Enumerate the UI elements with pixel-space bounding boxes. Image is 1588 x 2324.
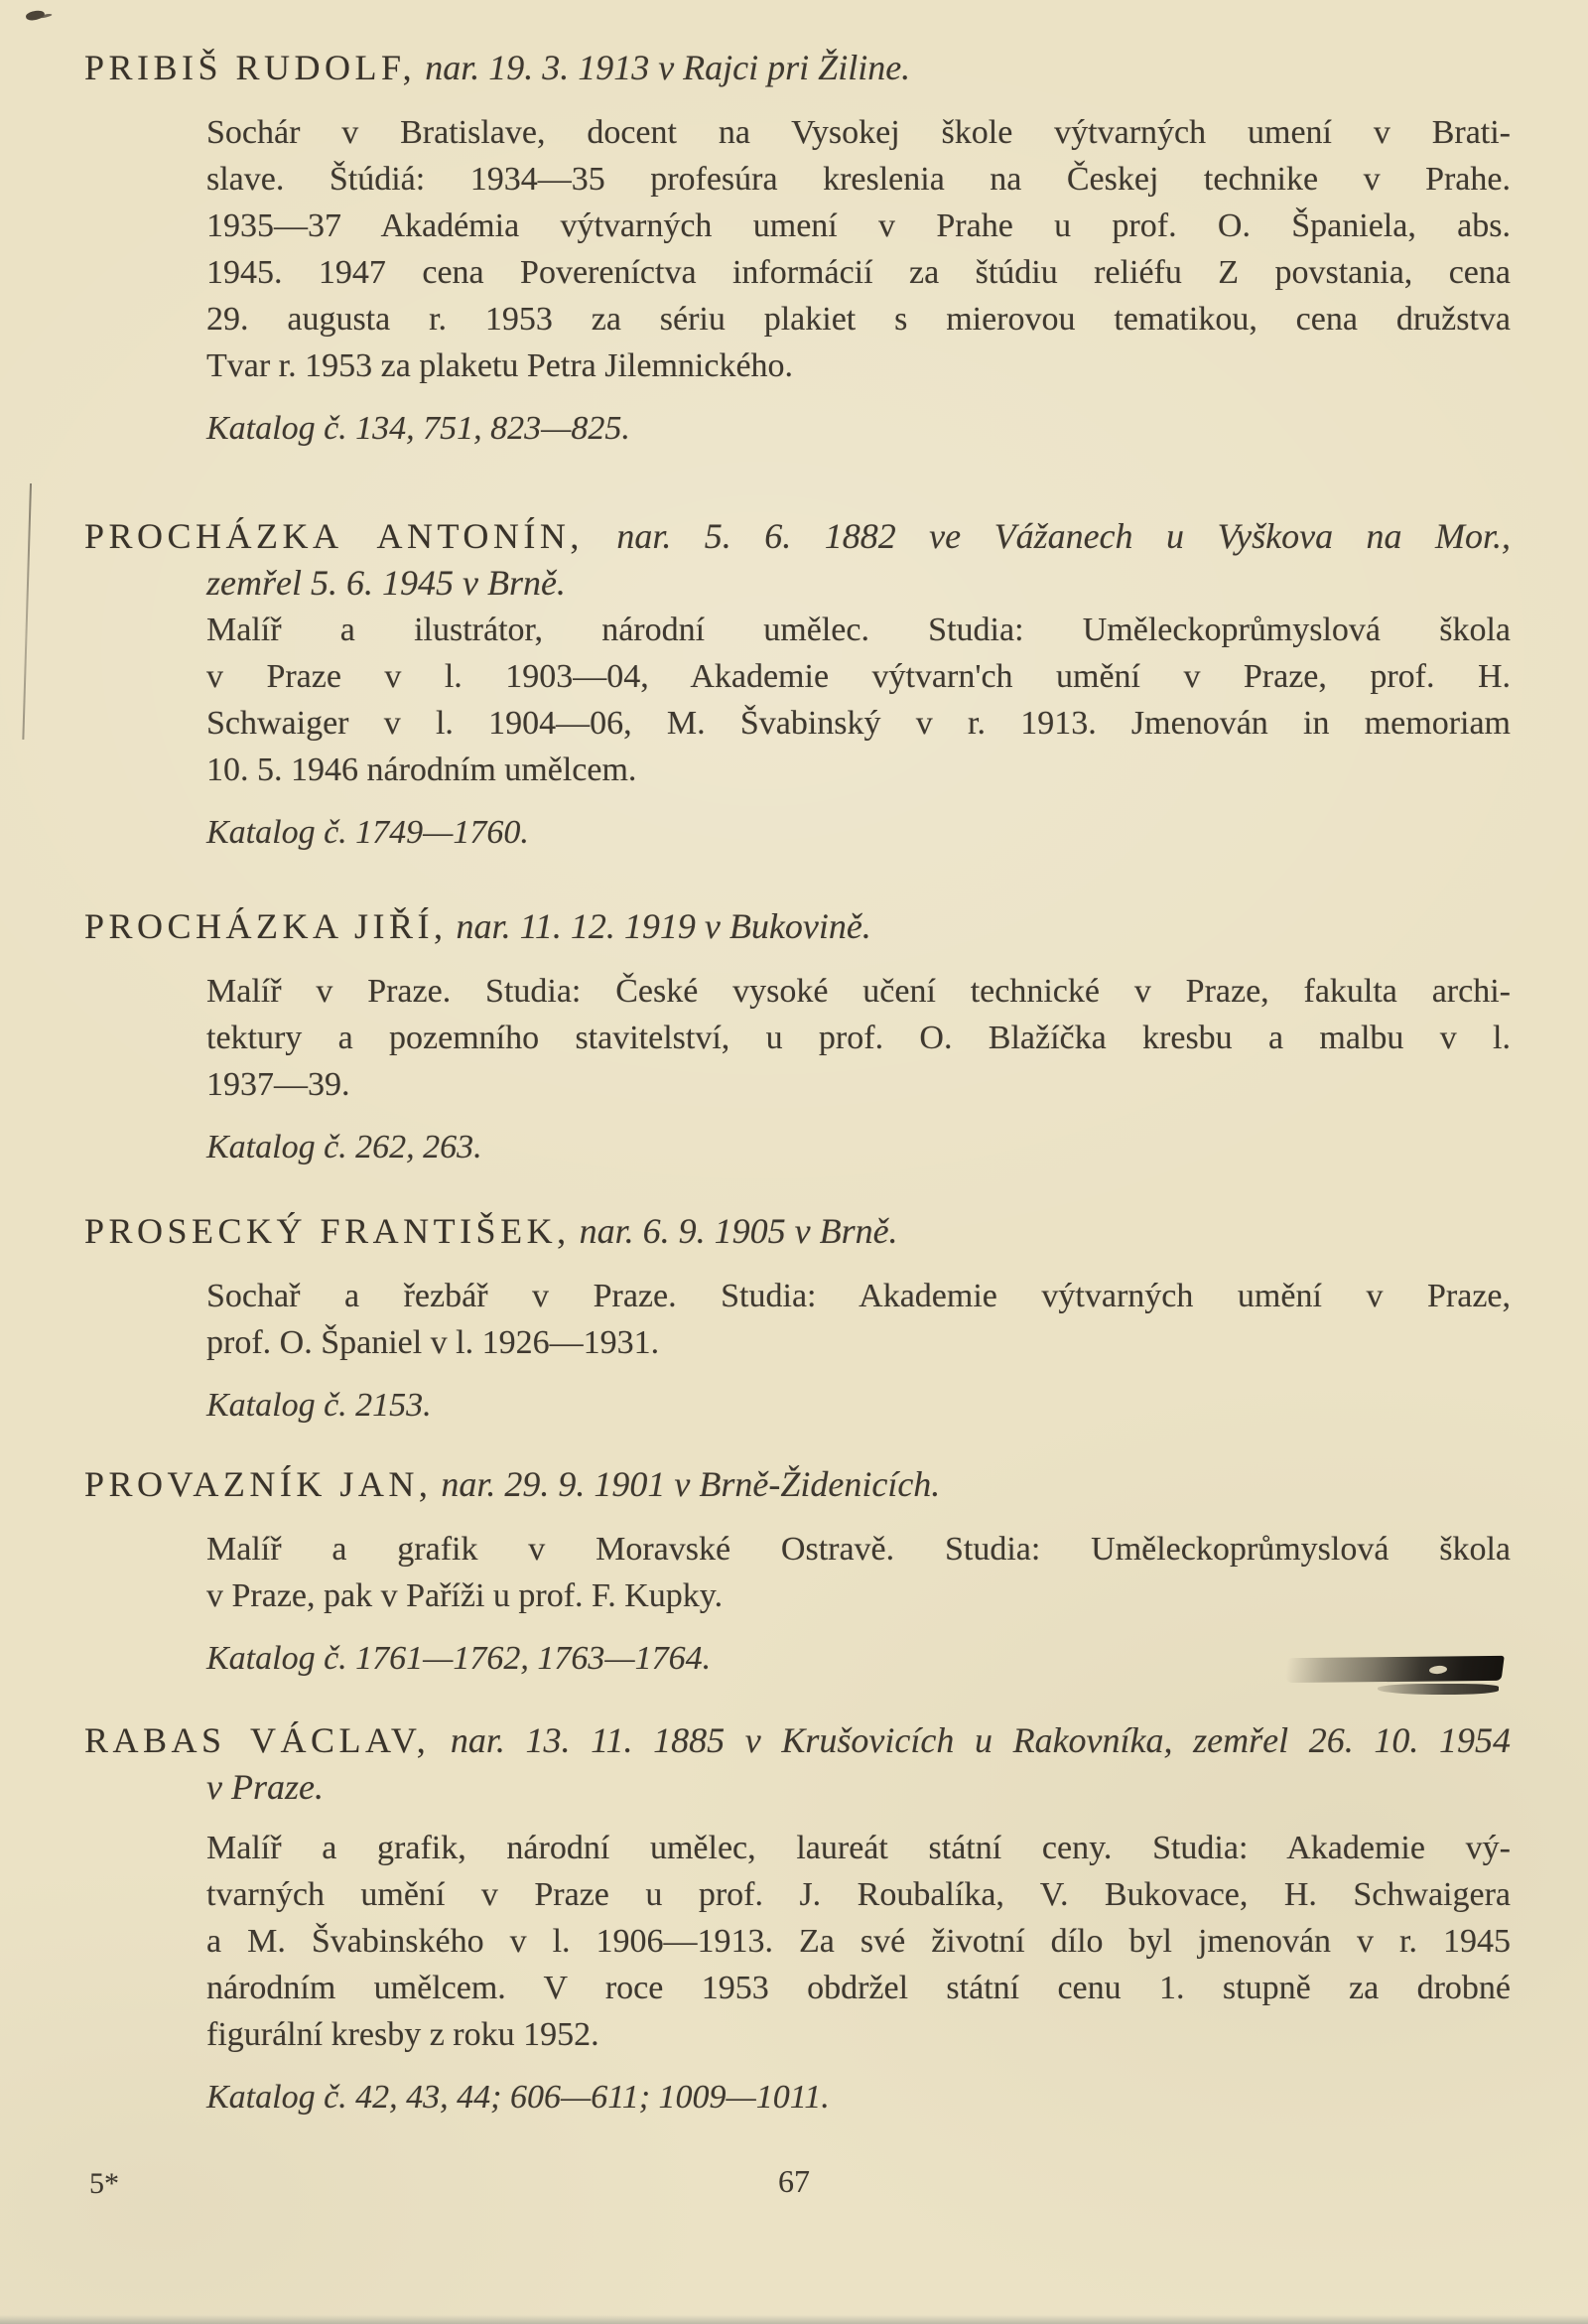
artist-name: PROVAZNÍK JAN, (84, 1464, 433, 1504)
page-bottom-edge (0, 2315, 1588, 2324)
body-line: 1935—37 Akadémia výtvarných umení v Prahe u prof. O. Španiela, abs. (206, 207, 1511, 244)
pencil-line-artifact (22, 483, 32, 740)
entry-body (84, 968, 1511, 1108)
entry-heading (84, 1717, 1511, 1764)
entry-heading (84, 45, 1511, 91)
entry-pribis-rudolf (84, 45, 1511, 452)
body-line: Malíř v Praze. Studia: České vysoké učení technické v Praze, fakulta archi- (206, 973, 1511, 1010)
body-line: národním umělcem. V roce 1953 obdržel státní cenu 1. stupně za drobné (206, 1970, 1511, 2006)
entry-body (84, 607, 1511, 793)
entry-body (84, 1526, 1511, 1619)
body-line: prof. O. Španiel v l. 1926—1931. (206, 1324, 660, 1361)
entry-body (84, 109, 1511, 389)
ink-smudge-artifact (1286, 1657, 1505, 1701)
artist-name: RABAS VÁCLAV, (84, 1720, 431, 1760)
katalog-line: Katalog č. 42, 43, 44; 606—611; 1009—1011. (206, 2079, 830, 2116)
entry-prochazka-jiri (84, 903, 1511, 1170)
body-line: tvarných umění v Praze u prof. J. Roubalíka, V. Bukovace, H. Schwaigera (206, 1876, 1511, 1913)
katalog-line: Katalog č. 2153. (206, 1387, 432, 1424)
printer-signature: 5* (89, 2167, 119, 2200)
body-line: Malíř a ilustrátor, národní umělec. Studia: Uměleckoprůmyslová škola (206, 612, 1511, 648)
body-line: Sochár v Bratislave, docent na Vysokej škole výtvarných umení v Brati- (206, 114, 1511, 151)
body-line: tektury a pozemního stavitelství, u prof. O. Blažíčka kresbu a malbu v l. (206, 1020, 1511, 1056)
entry-heading (84, 513, 1511, 560)
katalog-line: Katalog č. 134, 751, 823—825. (206, 410, 630, 447)
body-line: Sochař a řezbář v Praze. Studia: Akademie výtvarných umění v Praze, (206, 1278, 1511, 1314)
katalog-line: Katalog č. 262, 263. (206, 1129, 482, 1165)
heading-continuation: v Praze. (206, 1767, 324, 1807)
body-line: a M. Švabinského v l. 1906—1913. Za své životní dílo byl jmenován v r. 1945 (206, 1923, 1511, 1960)
body-line: Malíř a grafik v Moravské Ostravě. Studia: Uměleckoprůmyslová škola (206, 1531, 1511, 1568)
entry-prosecky-frantisek (84, 1208, 1511, 1429)
ink-speck-artifact (25, 9, 46, 22)
entry-provaznik-jan (84, 1461, 1511, 1682)
page-number: 67 (778, 2163, 810, 2199)
birth-info: nar. 6. 9. 1905 v Brně. (579, 1211, 898, 1251)
birth-info: nar. 19. 3. 1913 v Rajci pri Žiline. (425, 48, 911, 87)
body-line: slave. Štúdiá: 1934—35 profesúra kreslenia na Českej technike v Prahe. (206, 161, 1511, 198)
birth-info: nar. 11. 12. 1919 v Bukovině. (456, 906, 871, 946)
birth-info: nar. 13. 11. 1885 v Krušovicích u Rakovníka, zemřel 26. 10. 1954 (450, 1720, 1512, 1760)
entry-rabas-vaclav (84, 1717, 1511, 2120)
artist-name: PRIBIŠ RUDOLF, (84, 48, 417, 87)
birth-info: nar. 5. 6. 1882 ve Vážanech u Vyškova na Mor., (616, 516, 1512, 556)
body-line: 1937—39. (206, 1066, 350, 1103)
artist-name: PROCHÁZKA JIŘÍ, (84, 906, 448, 946)
body-line: v Praze, pak v Paříži u prof. F. Kupky. (206, 1577, 724, 1614)
body-line: Tvar r. 1953 za plaketu Petra Jilemnického. (206, 347, 794, 384)
body-line: Malíř a grafik, národní umělec, laureát státní ceny. Studia: Akademie vý- (206, 1830, 1511, 1866)
katalog-line: Katalog č. 1761—1762, 1763—1764. (206, 1640, 712, 1677)
heading-continuation: zemřel 5. 6. 1945 v Brně. (206, 563, 566, 603)
katalog-line: Katalog č. 1749—1760. (206, 814, 529, 851)
body-line: figurální kresby z roku 1952. (206, 2016, 599, 2053)
entry-body (84, 1273, 1511, 1366)
body-line: 29. augusta r. 1953 za sériu plakiet s mierovou tematikou, cena družstva (206, 301, 1511, 338)
birth-info: nar. 29. 9. 1901 v Brně-Židenicích. (441, 1464, 941, 1504)
entry-prochazka-antonin (84, 513, 1511, 856)
entry-heading (84, 903, 1511, 950)
entry-body (84, 1825, 1511, 2058)
entry-heading (84, 1461, 1511, 1508)
artist-name: PROSECKÝ FRANTIŠEK, (84, 1211, 571, 1251)
artist-name: PROCHÁZKA ANTONÍN, (84, 516, 584, 556)
body-line: Schwaiger v l. 1904—06, M. Švabinský v r. 1913. Jmenován in memoriam (206, 705, 1511, 742)
entry-heading (84, 1208, 1511, 1255)
body-line: 10. 5. 1946 národním umělcem. (206, 752, 637, 788)
body-line: 1945. 1947 cena Povereníctva informácií za štúdiu reliéfu Z povstania, cena (206, 254, 1511, 291)
body-line: v Praze v l. 1903—04, Akademie výtvarn'ch umění v Praze, prof. H. (206, 658, 1511, 695)
